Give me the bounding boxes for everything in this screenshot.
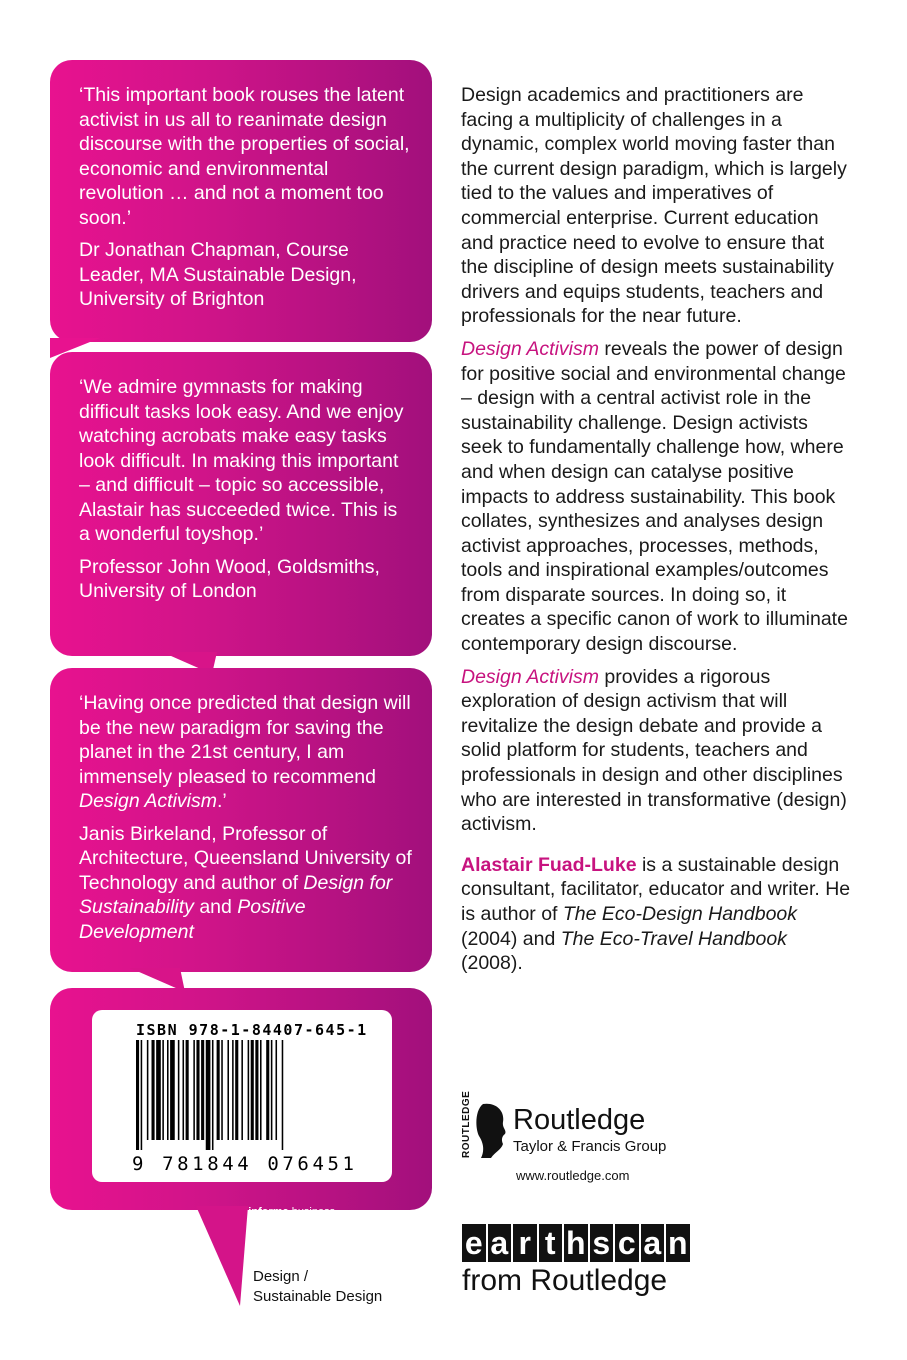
description-paragraph-3: Design Activism provides a rigorous exploration of design activism that will revitalize the design debate and provide a solid platform for students, teachers and professionals in design and other disciplines who are interested in transformative (design) activism. xyxy=(461,665,847,836)
barcode-bar xyxy=(183,1040,185,1140)
earthscan-letter: a xyxy=(641,1224,665,1262)
barcode-bar xyxy=(178,1040,180,1140)
barcode-bar xyxy=(217,1040,220,1140)
quote-attribution-2: Professor John Wood, Goldsmiths, University of London xyxy=(79,555,380,602)
earthscan-letter: h xyxy=(565,1225,586,1261)
earthscan-letter: s xyxy=(590,1224,614,1262)
barcode-bar xyxy=(186,1040,189,1140)
barcode-bubble xyxy=(50,988,432,1218)
barcode-bar xyxy=(136,1040,139,1150)
quote-attribution-3: Janis Birkeland, Professor of Architecture, Queensland University of Technology and author of Design for Sustainability and Positive Development xyxy=(79,822,412,943)
barcode-bar xyxy=(251,1040,254,1140)
routledge-vertical-text: ROUTLEDGE xyxy=(461,1090,472,1158)
description-paragraph-1: Design academics and practitioners are facing a multiplicity of challenges in a dynamic, complex world moving faster than the current design paradigm, which is largely tied to the values and imperatives of commercial enterprise. Current education and practice need to evolve to ensure that the discipline of design meets sustainability drivers and equips students, teachers and professionals for the near future. xyxy=(461,84,847,328)
earthscan-letter: t xyxy=(539,1224,563,1262)
barcode-bar xyxy=(241,1040,243,1140)
barcode-bar xyxy=(156,1040,161,1140)
barcode-bar xyxy=(282,1040,284,1150)
barcode-bar xyxy=(248,1040,250,1140)
barcode-bar xyxy=(206,1040,211,1150)
earthscan-logo xyxy=(462,1224,702,1304)
quote-text-1: ‘This important book rouses the latent activist in us all to reanimate design discourse with the properties of social, economic and environmental revolution … and not a moment too soon.’ xyxy=(79,84,410,229)
routledge-group: Taylor & Francis Group xyxy=(513,1138,667,1155)
isbn-digits: 9 781844 076451 xyxy=(132,1153,358,1175)
earthscan-letter: e xyxy=(462,1224,486,1262)
barcode-bar xyxy=(193,1040,195,1140)
barcode-bar xyxy=(235,1040,238,1140)
description-paragraph-2: Design Activism reveals the power of design for positive social and environmental change – design with a central activist role in the sustainability challenge. Design activists seek to fundamentally challenge how, where and when design can catalyse positive impacts to address sustainability. This book collates, synthesizes and analyses design activist approaches, processes, methods, tools and inspirational examples/outcomes from disparate sources. In doing so, it creates a specific canon of work to illuminate contemporary design discourse. xyxy=(461,337,848,656)
barcode-bar xyxy=(152,1040,155,1140)
barcode-bar xyxy=(276,1040,278,1140)
barcode-bar xyxy=(141,1040,143,1150)
quote-bubble-1 xyxy=(50,60,432,342)
author-bio: Alastair Fuad-Luke is a sustainable design consultant, facilitator, educator and writer. He is author of The Eco-Design Handbook (2004) and The Eco-Travel Handbook (2008). xyxy=(461,853,851,975)
isbn-label: ISBN 978-1-84407-645-1 xyxy=(136,1021,368,1039)
quote-attribution-1: Dr Jonathan Chapman, Course Leader, MA Sustainable Design, University of Brighton xyxy=(79,239,357,310)
quote-bubble-3 xyxy=(50,668,432,972)
barcode-bar xyxy=(227,1040,229,1140)
routledge-logo xyxy=(461,1090,721,1190)
barcode-bar xyxy=(201,1040,204,1140)
barcode-bar xyxy=(167,1040,169,1140)
category-label: Design / Sustainable Design xyxy=(253,1268,383,1305)
informa-business-label: informa business xyxy=(248,1206,336,1218)
barcode-bar xyxy=(255,1040,258,1140)
barcode-bar xyxy=(266,1040,269,1140)
routledge-head-icon xyxy=(475,1102,509,1160)
quote-text-3: ‘Having once predicted that design will be the new paradigm for saving the planet in the 21st century, I am immensely pleased to recommend Design Activism.’ xyxy=(79,692,411,812)
barcode-bar xyxy=(260,1040,262,1140)
quote-text-2: ‘We admire gymnasts for making difficult tasks look easy. And we enjoy watching acrobats make easy tasks look difficult. In making this important – and difficult – topic so accessible, Alastair has succeeded twice. This is a wonderful toyshop.’ xyxy=(79,376,404,545)
earthscan-letter: c xyxy=(615,1224,639,1262)
barcode-bar xyxy=(196,1040,199,1140)
barcode-graphic xyxy=(134,1040,354,1150)
barcode-bar xyxy=(221,1040,223,1140)
earthscan-letter: a xyxy=(488,1224,512,1262)
earthscan-letter: n xyxy=(667,1225,688,1261)
barcode-panel xyxy=(92,1010,392,1182)
routledge-name: Routledge xyxy=(513,1104,646,1136)
barcode-bar xyxy=(162,1040,164,1140)
barcode-bar xyxy=(147,1040,149,1140)
barcode-bar xyxy=(212,1040,214,1150)
barcode-bar xyxy=(232,1040,234,1140)
quote-bubble-2 xyxy=(50,352,432,656)
routledge-url: www.routledge.com xyxy=(516,1168,630,1183)
speech-tail xyxy=(196,1206,256,1308)
barcode-bar xyxy=(170,1040,175,1140)
book-description xyxy=(461,83,851,984)
earthscan-from-routledge: from Routledge xyxy=(462,1264,668,1297)
earthscan-wordmark xyxy=(462,1224,690,1262)
barcode-bar xyxy=(271,1040,273,1140)
earthscan-letter: r xyxy=(513,1224,537,1262)
